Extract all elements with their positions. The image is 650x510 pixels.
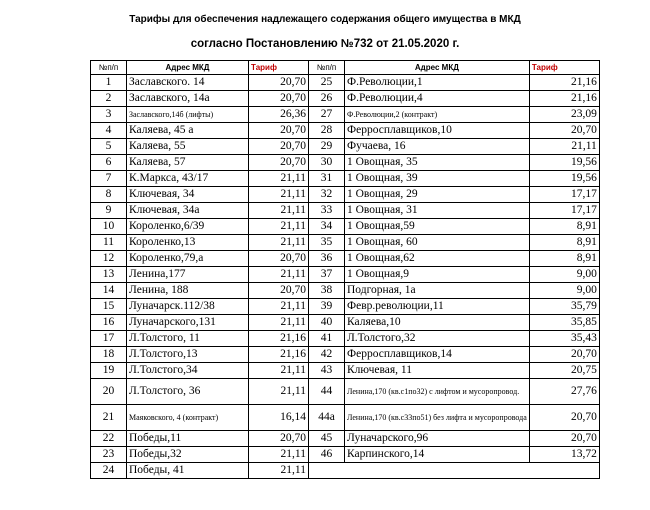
row-number: 23 [91, 447, 127, 463]
row-number: 25 [309, 75, 345, 91]
row-tariff: 21,16 [249, 347, 309, 363]
row-address: Луначарск.112/38 [127, 299, 249, 315]
row-address: Луначарского,131 [127, 315, 249, 331]
row-number: 32 [309, 187, 345, 203]
row-number: 34 [309, 219, 345, 235]
row-number: 24 [91, 463, 127, 479]
row-number: 43 [309, 363, 345, 379]
col-header-num: №п/п [309, 61, 345, 75]
row-address: Ленина,170 (кв.с1по32) с лифтом и мусоропровод. [345, 379, 530, 405]
row-tariff: 20,70 [529, 347, 599, 363]
row-number: 3 [91, 107, 127, 123]
row-number: 35 [309, 235, 345, 251]
row-address: 1 Овощная,9 [345, 267, 530, 283]
row-tariff: 21,11 [249, 235, 309, 251]
row-number: 26 [309, 91, 345, 107]
table-row [91, 123, 600, 139]
row-address: Луначарского,96 [345, 431, 530, 447]
row-number: 20 [91, 379, 127, 405]
row-address: Л.Толстого,32 [345, 331, 530, 347]
row-address: Л.Толстого, 11 [127, 331, 249, 347]
row-tariff: 20,70 [529, 405, 599, 431]
row-number: 31 [309, 171, 345, 187]
row-number: 13 [91, 267, 127, 283]
row-number: 29 [309, 139, 345, 155]
row-address: Подгорная, 1а [345, 283, 530, 299]
row-number: 6 [91, 155, 127, 171]
row-address: Заславского. 14 [127, 75, 249, 91]
row-number: 18 [91, 347, 127, 363]
table-row [91, 463, 600, 479]
row-tariff: 35,43 [529, 331, 599, 347]
document-subtitle: согласно Постановлению №732 от 21.05.2020 г. [190, 38, 460, 50]
row-tariff: 21,16 [529, 91, 599, 107]
row-tariff: 16,14 [249, 405, 309, 431]
row-number: 16 [91, 315, 127, 331]
row-number: 39 [309, 299, 345, 315]
document-title: Тарифы для обеспечения надлежащего содержания общего имущества в МКД [129, 14, 521, 25]
table-row [91, 283, 600, 299]
row-tariff: 20,70 [249, 91, 309, 107]
row-tariff: 20,70 [529, 123, 599, 139]
table-row [91, 363, 600, 379]
row-address: Победы,32 [127, 447, 249, 463]
row-address: Заславского, 14а [127, 91, 249, 107]
row-tariff: 21,11 [249, 447, 309, 463]
row-address: Ф.Революции,1 [345, 75, 530, 91]
row-address: Ферросплавщиков,10 [345, 123, 530, 139]
row-tariff: 27,76 [529, 379, 599, 405]
row-number: 30 [309, 155, 345, 171]
tariffs-table [90, 60, 600, 479]
empty-cell [309, 463, 600, 479]
row-address: К.Маркса, 43/17 [127, 171, 249, 187]
row-address: Каляева,10 [345, 315, 530, 331]
table-row [91, 203, 600, 219]
row-number: 36 [309, 251, 345, 267]
row-address: Ключевая, 34а [127, 203, 249, 219]
table-row [91, 431, 600, 447]
row-address: Карпинского,14 [345, 447, 530, 463]
row-number: 21 [91, 405, 127, 431]
table-row [91, 139, 600, 155]
row-address: Победы,11 [127, 431, 249, 447]
row-tariff: 20,70 [249, 155, 309, 171]
row-tariff: 20,75 [529, 363, 599, 379]
col-header-address: Адрес МКД [345, 61, 530, 75]
row-number: 22 [91, 431, 127, 447]
row-tariff: 8,91 [529, 235, 599, 251]
table-row [91, 379, 600, 405]
row-address: Фучаева, 16 [345, 139, 530, 155]
row-address: Л.Толстого,34 [127, 363, 249, 379]
row-number: 8 [91, 187, 127, 203]
row-tariff: 20,70 [249, 283, 309, 299]
row-tariff: 17,17 [529, 187, 599, 203]
row-address: Ленина,177 [127, 267, 249, 283]
row-address: 1 Овощная, 31 [345, 203, 530, 219]
row-tariff: 20,70 [249, 139, 309, 155]
row-number: 5 [91, 139, 127, 155]
row-number: 45 [309, 431, 345, 447]
row-address: Каляева, 55 [127, 139, 249, 155]
table-row [91, 91, 600, 107]
row-address: 1 Овощная, 35 [345, 155, 530, 171]
row-address: Ленина,170 (кв.с33по51) без лифта и мусоропровода [345, 405, 530, 431]
row-number: 2 [91, 91, 127, 107]
row-address: Заславского,14б (лифты) [127, 107, 249, 123]
col-header-address: Адрес МКД [127, 61, 249, 75]
row-address: Ключевая, 34 [127, 187, 249, 203]
row-tariff: 35,79 [529, 299, 599, 315]
row-tariff: 26,36 [249, 107, 309, 123]
row-number: 4 [91, 123, 127, 139]
row-tariff: 21,16 [529, 75, 599, 91]
row-address: Маяковского, 4 (контракт) [127, 405, 249, 431]
row-address: Л.Толстого, 36 [127, 379, 249, 405]
row-number: 44 [309, 379, 345, 405]
row-number: 27 [309, 107, 345, 123]
row-tariff: 21,11 [249, 187, 309, 203]
table-row [91, 171, 600, 187]
row-tariff: 23,09 [529, 107, 599, 123]
row-tariff: 21,11 [249, 203, 309, 219]
row-tariff: 21,11 [249, 379, 309, 405]
row-number: 10 [91, 219, 127, 235]
row-address: Ф.Революции,2 (контракт) [345, 107, 530, 123]
row-address: 1 Овощная,62 [345, 251, 530, 267]
row-tariff: 8,91 [529, 219, 599, 235]
row-number: 17 [91, 331, 127, 347]
row-number: 40 [309, 315, 345, 331]
row-tariff: 21,11 [249, 315, 309, 331]
table-row [91, 299, 600, 315]
row-address: Короленко,13 [127, 235, 249, 251]
row-tariff: 35,85 [529, 315, 599, 331]
row-tariff: 20,70 [249, 75, 309, 91]
table-row [91, 251, 600, 267]
row-address: Короленко,79,а [127, 251, 249, 267]
row-number: 38 [309, 283, 345, 299]
table-row [91, 107, 600, 123]
table-row [91, 267, 600, 283]
row-number: 37 [309, 267, 345, 283]
row-tariff: 21,11 [249, 219, 309, 235]
table-row [91, 331, 600, 347]
row-address: Победы, 41 [127, 463, 249, 479]
table-row [91, 447, 600, 463]
row-address: Ферросплавщиков,14 [345, 347, 530, 363]
row-number: 44а [309, 405, 345, 431]
row-address: 1 Овощная, 60 [345, 235, 530, 251]
row-number: 28 [309, 123, 345, 139]
table-row [91, 155, 600, 171]
table-row [91, 219, 600, 235]
table-row [91, 75, 600, 91]
row-number: 12 [91, 251, 127, 267]
row-tariff: 21,11 [529, 139, 599, 155]
row-tariff: 20,70 [529, 431, 599, 447]
row-tariff: 21,11 [249, 363, 309, 379]
col-header-tariff: Тариф [249, 61, 309, 75]
row-address: Ф.Революции,4 [345, 91, 530, 107]
row-number: 15 [91, 299, 127, 315]
row-address: 1 Овощная, 29 [345, 187, 530, 203]
row-number: 14 [91, 283, 127, 299]
table-row [91, 315, 600, 331]
row-address: Ключевая, 11 [345, 363, 530, 379]
row-tariff: 9,00 [529, 267, 599, 283]
row-number: 33 [309, 203, 345, 219]
row-address: Каляева, 57 [127, 155, 249, 171]
row-tariff: 13,72 [529, 447, 599, 463]
row-tariff: 8,91 [529, 251, 599, 267]
col-header-num: №п/п [91, 61, 127, 75]
row-number: 42 [309, 347, 345, 363]
row-tariff: 21,11 [249, 171, 309, 187]
row-address: 1 Овощная,59 [345, 219, 530, 235]
row-number: 1 [91, 75, 127, 91]
row-tariff: 20,70 [249, 251, 309, 267]
row-number: 46 [309, 447, 345, 463]
row-address: Каляева, 45 а [127, 123, 249, 139]
row-tariff: 9,00 [529, 283, 599, 299]
row-tariff: 19,56 [529, 171, 599, 187]
row-tariff: 20,70 [249, 123, 309, 139]
row-number: 7 [91, 171, 127, 187]
table-row [91, 235, 600, 251]
row-address: 1 Овощная, 39 [345, 171, 530, 187]
table-row [91, 405, 600, 431]
row-tariff: 21,11 [249, 267, 309, 283]
row-tariff: 17,17 [529, 203, 599, 219]
row-address: Л.Толстого,13 [127, 347, 249, 363]
row-tariff: 21,11 [249, 299, 309, 315]
row-number: 19 [91, 363, 127, 379]
table-row [91, 187, 600, 203]
row-address: Февр.революции,11 [345, 299, 530, 315]
col-header-tariff: Тариф [529, 61, 599, 75]
table-row [91, 347, 600, 363]
row-address: Короленко,6/39 [127, 219, 249, 235]
row-number: 41 [309, 331, 345, 347]
row-number: 9 [91, 203, 127, 219]
row-tariff: 21,11 [249, 463, 309, 479]
row-tariff: 20,70 [249, 431, 309, 447]
row-address: Ленина, 188 [127, 283, 249, 299]
row-number: 11 [91, 235, 127, 251]
row-tariff: 21,16 [249, 331, 309, 347]
row-tariff: 19,56 [529, 155, 599, 171]
